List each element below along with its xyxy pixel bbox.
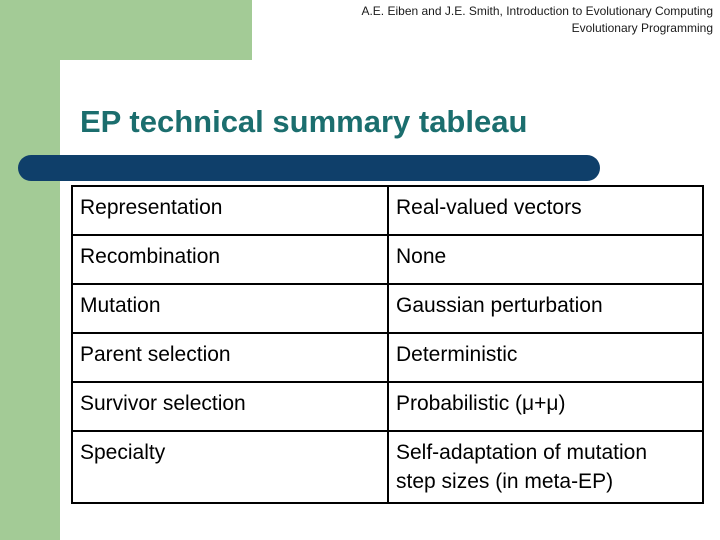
green-corner-band xyxy=(0,0,252,60)
row-label-specialty: Specialty xyxy=(72,431,388,503)
row-label-mutation: Mutation xyxy=(72,284,388,333)
row-label-parent-selection: Parent selection xyxy=(72,333,388,382)
row-value-line: Gaussian perturbation xyxy=(396,294,603,317)
row-value-line: None xyxy=(396,245,447,268)
table-row xyxy=(72,186,703,235)
table-row xyxy=(72,431,703,503)
row-value-specialty xyxy=(388,431,703,503)
summary-table xyxy=(71,185,704,504)
row-value-line: Self-adaptation of mutation xyxy=(396,441,647,464)
title-underline-bar xyxy=(18,155,600,181)
slide-title: EP technical summary tableau xyxy=(80,104,528,139)
row-value-recombination xyxy=(388,235,703,284)
row-value-line: Probabilistic (μ+μ) xyxy=(396,392,566,415)
row-label-representation: Representation xyxy=(72,186,388,235)
slide-header xyxy=(361,3,713,37)
header-line-chapter: Evolutionary Programming xyxy=(571,21,713,35)
row-value-representation xyxy=(388,186,703,235)
row-value-survivor-selection xyxy=(388,382,703,431)
row-value-line: step sizes (in meta-EP) xyxy=(396,470,614,493)
table-row xyxy=(72,284,703,333)
table-row xyxy=(72,382,703,431)
row-value-line: Deterministic xyxy=(396,343,518,366)
header-line-book: A.E. Eiben and J.E. Smith, Introduction to Evolutionary Computing xyxy=(361,4,713,18)
table-row xyxy=(72,235,703,284)
row-value-mutation xyxy=(388,284,703,333)
row-value-parent-selection xyxy=(388,333,703,382)
row-label-recombination: Recombination xyxy=(72,235,388,284)
row-value-line: Real-valued vectors xyxy=(396,196,582,219)
row-label-survivor-selection: Survivor selection xyxy=(72,382,388,431)
table-row xyxy=(72,333,703,382)
green-left-band xyxy=(0,60,60,540)
